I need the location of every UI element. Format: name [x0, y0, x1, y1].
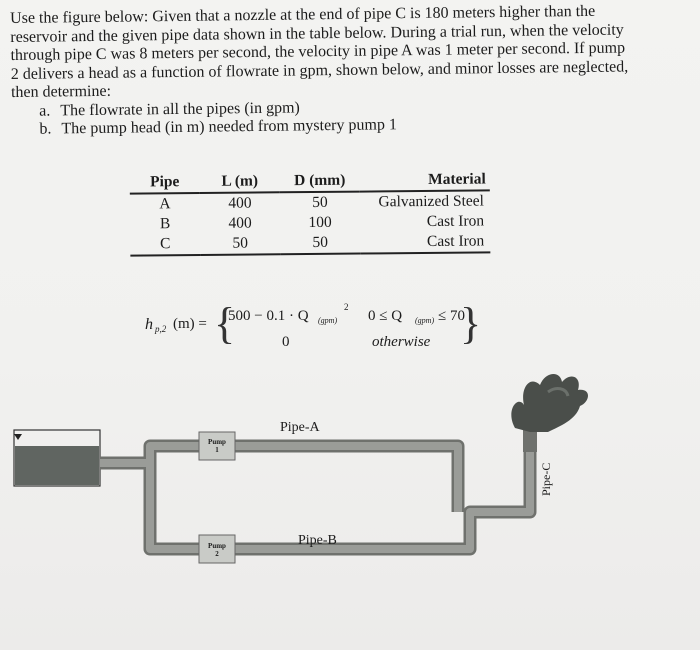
header-length: L (m)	[200, 170, 280, 193]
water-level-icon	[14, 434, 22, 440]
problem-line: through pipe C was 8 meters per second, the velocity in pipe A was 1 meter per second. If pump	[10, 39, 626, 64]
question-text: The pump head (in m) needed from mystery pump 1	[61, 116, 398, 138]
eq-lhs: h	[145, 316, 153, 333]
cell: Cast Iron	[426, 212, 485, 230]
cell: 50	[280, 233, 360, 255]
eq-case2-expr: 0	[282, 334, 290, 350]
header-pipe: Pipe	[130, 171, 200, 194]
pump2-label	[199, 542, 235, 558]
pipe-b-label: Pipe-B	[298, 533, 337, 548]
eq-case1-cond-end: ≤ 70	[438, 308, 465, 324]
pump1-label	[199, 438, 235, 454]
eq-lhs-sub: p,2	[155, 324, 167, 334]
question-text: The flowrate in all the pipes (in gpm)	[60, 98, 300, 119]
problem-line: Use the figure below: Given that a nozzle at the end of pipe C is 180 meters higher than the	[10, 2, 596, 27]
cell: Galvanized Steel	[378, 192, 484, 211]
eq-left-brace: {	[214, 299, 236, 348]
pipe-a-label: Pipe-A	[280, 420, 320, 435]
cell: C	[130, 234, 200, 256]
eq-q-sub: (gpm)	[318, 316, 338, 325]
problem-line: then determine:	[10, 82, 112, 101]
pipe-a-inner	[150, 446, 458, 512]
eq-q-sub-2: (gpm)	[415, 316, 435, 325]
cell: B	[159, 215, 171, 233]
cell: 50	[312, 193, 328, 211]
cell: 400	[228, 214, 252, 232]
nozzle	[523, 430, 537, 452]
problem-line: 2 delivers a head as a function of flowrate in gpm, shown below, and minor losses are neglected,	[10, 57, 629, 83]
cell: 50	[200, 233, 280, 255]
pump1-number: 1	[215, 446, 219, 454]
header-material: Material	[360, 168, 490, 191]
eq-case2-cond: otherwise	[372, 334, 431, 350]
cell: A	[159, 195, 171, 213]
header-diameter: D (mm)	[280, 170, 360, 193]
question-marker: a.	[39, 102, 51, 120]
eq-case1-expr: 500 − 0.1 · Q	[228, 308, 309, 324]
question-marker: b.	[39, 120, 52, 138]
cell: 100	[308, 213, 332, 232]
cell: 400	[228, 194, 252, 212]
pump1-word: Pump	[208, 438, 226, 446]
pump2-number: 2	[215, 550, 219, 558]
pipe-c-label: Pipe-C	[539, 462, 553, 496]
problem-line: reservoir and the given pipe data shown in the table below. During a trial run, when the velocity	[10, 21, 624, 46]
eq-right-brace: }	[460, 299, 482, 348]
eq-case1-cond: 0 ≤ Q	[368, 308, 403, 324]
water-jet	[511, 374, 588, 432]
cell: Cast Iron	[360, 231, 490, 253]
reservoir-water	[15, 446, 99, 485]
eq-lhs-rest: (m) =	[173, 316, 207, 332]
pump2-word: Pump	[208, 542, 226, 550]
eq-exponent: 2	[344, 302, 349, 312]
pipe-a-path	[150, 446, 458, 512]
